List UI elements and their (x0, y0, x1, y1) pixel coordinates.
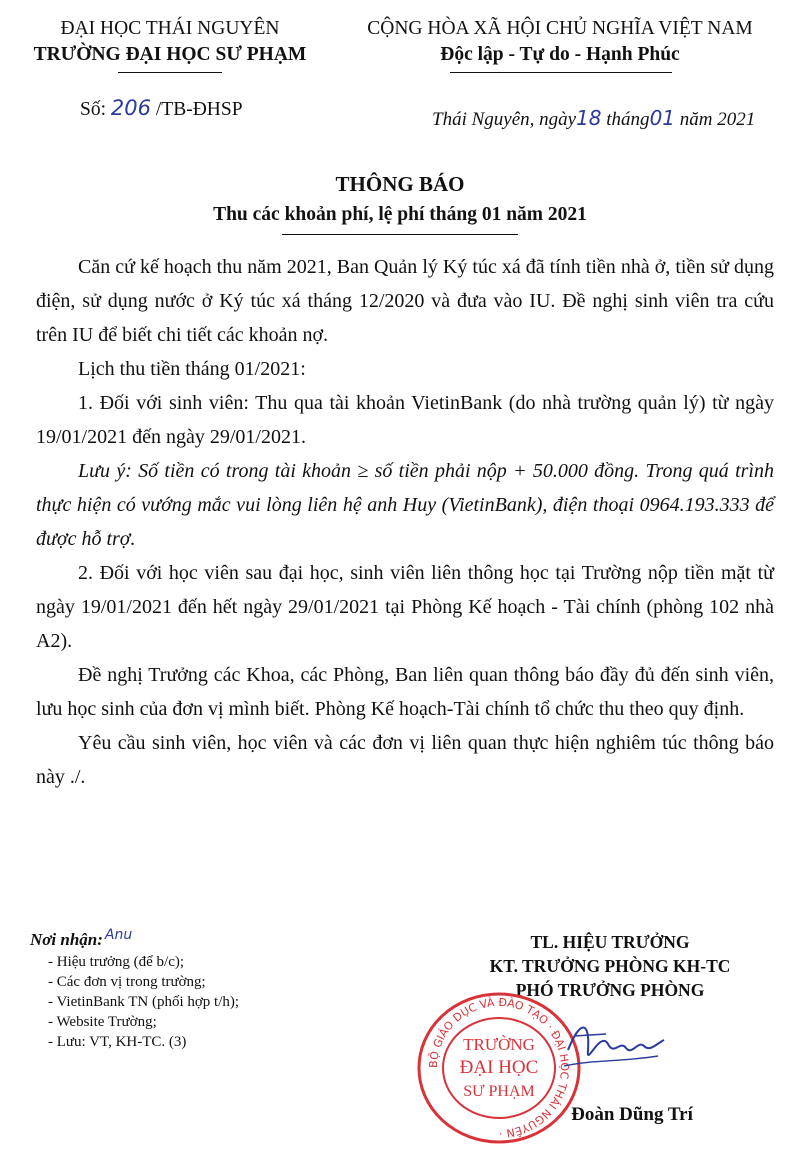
recipients-list (48, 952, 239, 1052)
recipient-item: - VietinBank TN (phối hợp t/h); (48, 994, 240, 1010)
recipients-initial: Anu (104, 927, 133, 943)
subtitle-underline (282, 234, 518, 235)
header-right (330, 16, 790, 68)
paragraph-students: 1. Đối với sinh viên: Thu qua tài khoản VietinBank (do nhà trường quản lý) từ ngày 19/01/2021 đến ngày 29/01/2021. (36, 392, 774, 448)
org-parent: ĐẠI HỌC THÁI NGUYÊN (60, 18, 280, 39)
paragraph-closing: Yêu cầu sinh viên, học viên và các đơn vị liên quan thực hiện nghiêm túc thông báo này ./. (36, 732, 774, 788)
body-paragraphs (36, 250, 774, 794)
recipient-item: - Lưu: VT, KH-TC. (3) (48, 1034, 187, 1050)
recipients-block (30, 927, 240, 1052)
recipient-item: - Website Trường; (48, 1014, 157, 1030)
org-underline (118, 72, 222, 73)
sig-line-3: PHÓ TRƯỞNG PHÒNG (515, 980, 705, 1000)
motto: Độc lập - Tự do - Hạnh Phúc (440, 44, 680, 65)
paragraph-note: Lưu ý: Số tiền có trong tài khoản ≥ số tiền phải nộp + 50.000 đồng. Trong quá trình thực hiện có vướng mắc vui lòng liên hệ anh Huy (VietinBank), điện thoại 0964.193.333 để được hỗ trợ. (36, 460, 774, 550)
paragraph-graduates: 2. Đối với học viên sau đại học, sinh viên liên thông học tại Trường nộp tiền mặt từ ngày 19/01/2021 đến hết ngày 29/01/2021 tại Phòng Kế hoạch - Tài chính (phòng 102 nhà A2). (36, 562, 774, 652)
date-month-handwritten: 01 (649, 106, 676, 130)
doc-number-handwritten: 206 (110, 96, 151, 120)
stamp-center-line-2: ĐẠI HỌC (459, 1057, 539, 1078)
stamp-center-line-1: TRƯỜNG (463, 1035, 535, 1054)
paragraph-schedule: Lịch thu tiền tháng 01/2021: (78, 358, 306, 380)
header-left (20, 16, 320, 68)
recipients-label: Nơi nhận: $^{Anu}$ (30, 927, 133, 949)
stamp-ring-text: BỘ GIÁO DỤC VÀ ĐÀO TẠO · ĐẠI HỌC THÁI NGUYÊN · (426, 995, 572, 1141)
signer-name: Đoàn Dũng Trí (571, 1104, 693, 1125)
doc-subtitle: Thu các khoản phí, lệ phí tháng 01 năm 2021 (213, 204, 587, 225)
handwritten-signature (560, 1010, 670, 1080)
recipient-item: - Các đơn vị trong trường; (48, 974, 206, 990)
stamp-center-line-3: SƯ PHẠM (463, 1083, 535, 1100)
org-name: TRƯỜNG ĐẠI HỌC SƯ PHẠM (33, 44, 307, 65)
motto-underline (450, 72, 672, 73)
recipient-item: - Hiệu trưởng (để b/c); (48, 954, 185, 970)
paragraph-request: Đề nghị Trưởng các Khoa, các Phòng, Ban liên quan thông báo đầy đủ đến sinh viên, lưu học sinh của đơn vị mình biết. Phòng Kế hoạch-Tài chính tổ chức thu theo quy định. (36, 664, 774, 720)
sig-line-2: KT. TRƯỞNG PHÒNG KH-TC (489, 956, 731, 976)
date-day-handwritten: 18 (576, 106, 602, 130)
country-name: CỘNG HÒA XÃ HỘI CHỦ NGHĨA VIỆT NAM (367, 18, 753, 39)
paragraph-intro: Căn cứ kế hoạch thu năm 2021, Ban Quản lý Ký túc xá đã tính tiền nhà ở, tiền sử dụng điện, sử dụng nước ở Ký túc xá tháng 12/2020 và đưa vào IU. Đề nghị sinh viên tra cứu trên IU để biết chi tiết các khoản nợ. (36, 256, 774, 346)
doc-title: THÔNG BÁO (335, 172, 465, 196)
sig-line-1: TL. HIỆU TRƯỞNG (530, 932, 690, 952)
doc-number: Số: 206 /TB-ĐHSP (80, 96, 243, 120)
place-date: Thái Nguyên, ngày18 tháng01 năm 2021 (432, 106, 756, 130)
